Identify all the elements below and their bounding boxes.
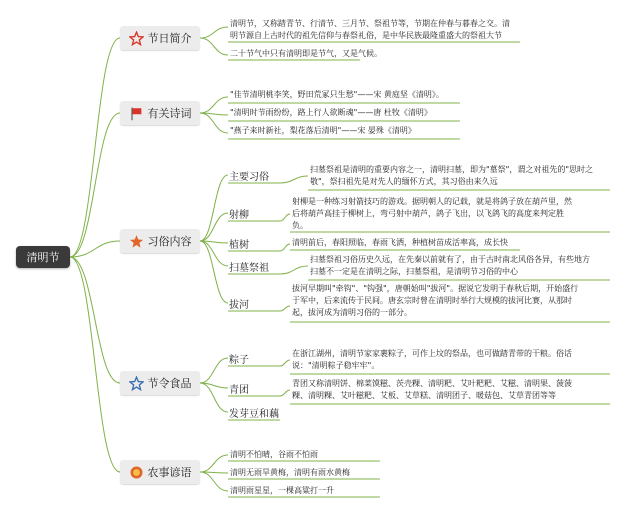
text-item: "燕子来时新社，梨花落后清明"——宋 晏殊《清明》	[230, 126, 416, 135]
flag-icon	[129, 106, 144, 121]
leaf-branch	[200, 241, 228, 266]
root-branch	[70, 38, 120, 257]
root-label: 清明节	[26, 251, 60, 264]
sub-willow-shooting[interactable]: 射柳	[229, 209, 249, 221]
category-festival-intro[interactable]	[120, 26, 200, 50]
sub-main-customs[interactable]: 主要习俗	[229, 171, 269, 183]
medal-icon	[129, 465, 144, 480]
text-item: 拔河早期叫"牵钩"、"钩强"，唐朝始叫"拔河"。据说它发明于春秋后期，开始盛行 于军中，后来流传于民间。唐玄宗时曾在清明时举行大规模的拔河比赛，从那时 起，拔河成为清明习俗的一部分。	[292, 284, 579, 317]
category-poems[interactable]	[120, 101, 200, 125]
leaf-branch	[200, 27, 228, 38]
category-label: 有关诗词	[147, 107, 192, 120]
leaf-branch	[280, 360, 290, 366]
text-item: "佳节清明桃李笑，野田荒冢只生愁"——宋 黄庭坚《清明》。	[230, 90, 444, 99]
root-node[interactable]	[16, 246, 70, 268]
leaf-branch	[280, 176, 308, 183]
leaf-branch	[200, 38, 228, 55]
category-foods[interactable]	[120, 371, 200, 395]
sub-sprouted-beans[interactable]: 发芽豆和藕	[229, 408, 279, 420]
sub-tree-planting[interactable]: 植树	[229, 239, 249, 251]
category-customs[interactable]	[120, 229, 200, 253]
text-item: 射柳是一种练习射箭技巧的游戏。据明朝人的记载，就是将鸽子放在葫芦里，然 后将葫芦高挂于柳树上，弯弓射中葫芦，鸽子飞出，以飞鸽飞的高度来判定胜 负。	[292, 197, 572, 230]
leaf-branch	[200, 97, 228, 113]
text-item: 扫墓祭祖习俗历史久远，在先秦以前就有了，由于古时南北风俗各异，有些地方 扫墓不一定是在清明之际，扫墓祭祖，是清明节习俗的中心	[310, 255, 590, 276]
category-label: 节日简介	[147, 32, 192, 45]
sub-zongzi[interactable]: 粽子	[229, 354, 249, 366]
leaf-branch	[200, 472, 228, 491]
text-item: 青团又称清明饼、棉菜馍糍、茨壳粿、清明粑、艾叶粑粑、艾糍、清明果、菠菠 粿、清明粿、艾叶糍粑、艾板、艾草糕、清明团子、暖菇包、艾草青团等等	[292, 379, 572, 400]
category-label: 习俗内容	[147, 235, 192, 248]
star-outline-icon	[129, 376, 144, 391]
root-branch	[70, 257, 120, 472]
text-item: 清明节，又称踏青节、行清节、三月节、祭祖节等，节期在仲春与暮春之交。清 明节源自上古时代的祖先信仰与春祭礼俗，是中华民族最隆重盛大的祭祖大节	[230, 19, 510, 40]
root-branch	[70, 113, 120, 257]
leaf-branch	[280, 244, 290, 251]
star-outline-icon	[129, 31, 144, 46]
text-item: 二十节气中只有清明即是节气，又是气候。	[230, 49, 382, 58]
sub-tomb-sweeping[interactable]: 扫墓祭祖	[229, 262, 269, 274]
sub-qingtuan[interactable]: 青团	[229, 384, 249, 396]
leaf-branch	[280, 390, 290, 396]
leaf-branch	[200, 113, 228, 133]
leaf-branch	[280, 214, 290, 221]
text-item: 在浙江湖州，清明节家家裹粽子，可作上坟的祭品，也可做踏青带的干粮。俗话 说："清明粽子稳牢牢"。	[292, 349, 572, 370]
leaf-branch	[280, 306, 290, 311]
text-item: 扫墓祭祖是清明的重要内容之一，清明扫墓，即为"墓祭"，谓之对祖先的"思时之 敬"，祭扫祖先是对先人的缅怀方式，其习俗由来久远	[310, 165, 594, 186]
category-label: 农事谚语	[147, 466, 192, 479]
text-item: 清明雨星星，一棵高粱打一升	[230, 486, 334, 495]
leaf-branch	[200, 358, 228, 383]
sub-tug-of-war[interactable]: 拔河	[229, 299, 249, 311]
category-farming-proverbs[interactable]	[120, 460, 200, 484]
leaf-branch	[200, 213, 228, 241]
category-label: 节令食品	[147, 377, 192, 390]
text-item: 清明前后，春阳照临，春雨飞洒，种植树苗成活率高，成长快	[292, 238, 508, 247]
leaf-branch	[200, 241, 228, 303]
text-item: "清明时节雨纷纷，路上行人欲断魂"——唐 杜牧《清明》	[230, 108, 432, 117]
text-item: 清明不怕晴，谷雨不怕雨	[230, 450, 318, 459]
star-filled-icon	[129, 234, 144, 249]
leaf-branch	[200, 455, 228, 472]
text-item: 清明无雨旱黄梅，清明有雨水黄梅	[230, 468, 350, 477]
leaf-branch	[280, 266, 308, 274]
leaf-branch	[200, 175, 228, 241]
